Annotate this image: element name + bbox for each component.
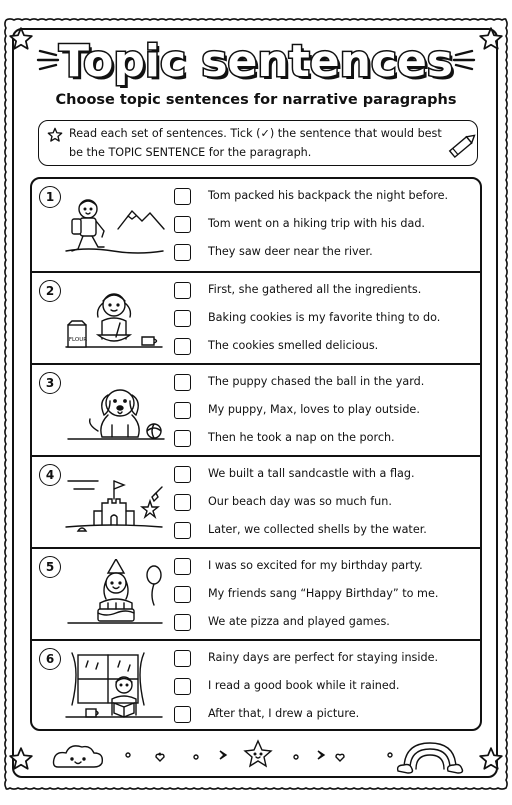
option-3[interactable] [174,613,474,635]
option-3[interactable] [174,429,474,451]
heart-icon [336,754,344,761]
item-number: 1 [39,186,61,208]
pencil-icon [446,128,480,162]
option-text: The puppy chased the ball in the yard. [208,375,425,388]
option-2[interactable] [174,493,474,515]
bottom-decorations [0,735,512,775]
instructions-line-2: be the TOPIC SENTENCE for the paragraph. [69,146,312,159]
sentence-set-1 [32,179,480,271]
option-text: They saw deer near the river. [208,245,373,258]
cloud-icon [54,746,103,767]
girl-baking-icon [58,283,168,357]
rainbow-icon [398,743,463,773]
tick-checkbox[interactable] [174,310,191,327]
puppy-ball-icon [58,375,168,449]
birthday-girl-icon [58,559,168,633]
sparkle-icon [220,751,226,759]
option-1[interactable] [174,187,474,209]
tick-checkbox[interactable] [174,338,191,355]
option-text: I was so excited for my birthday party. [208,559,423,572]
option-2[interactable] [174,677,474,699]
option-text: Baking cookies is my favorite thing to do. [208,311,441,324]
option-1[interactable] [174,557,474,579]
tick-checkbox[interactable] [174,614,191,631]
sentence-set-3 [32,363,480,455]
sentence-sets-list [30,177,482,731]
option-3[interactable] [174,337,474,359]
option-text: After that, I drew a picture. [208,707,360,720]
item-number: 5 [39,556,61,578]
option-text: Then he took a nap on the porch. [208,431,395,444]
tick-checkbox[interactable] [174,430,191,447]
item-number: 4 [39,464,61,486]
option-text: I read a good book while it rained. [208,679,400,692]
boy-hiking-icon [58,189,168,263]
option-3[interactable] [174,521,474,543]
item-number: 6 [39,648,61,670]
option-text: We ate pizza and played games. [208,615,390,628]
option-3[interactable] [174,243,474,265]
option-1[interactable] [174,465,474,487]
tick-checkbox[interactable] [174,282,191,299]
page-title: Topic sentences [58,36,454,87]
option-text: My puppy, Max, loves to play outside. [208,403,420,416]
tick-checkbox[interactable] [174,466,191,483]
sentence-set-4 [32,455,480,547]
option-text: My friends sang “Happy Birthday” to me. [208,587,439,600]
tick-checkbox[interactable] [174,522,191,539]
option-text: Our beach day was so much fun. [208,495,392,508]
sandcastle-icon [58,467,168,541]
instructions-line-1: Read each set of sentences. Tick (✓) the sentence that would best [69,127,442,140]
option-text: We built a tall sandcastle with a flag. [208,467,415,480]
tick-checkbox[interactable] [174,402,191,419]
option-2[interactable] [174,215,474,237]
option-3[interactable] [174,705,474,727]
sparkle-icon [318,751,324,759]
sentence-set-6 [32,639,480,731]
sentence-set-2 [32,271,480,363]
page-subtitle: Choose topic sentences for narrative paragraphs [55,92,457,108]
option-1[interactable] [174,281,474,303]
option-1[interactable] [174,649,474,671]
tick-checkbox[interactable] [174,650,191,667]
star-icon [245,741,271,766]
heart-icon [156,754,164,761]
option-text: Tom went on a hiking trip with his dad. [208,217,425,230]
option-text: Tom packed his backpack the night before. [208,189,449,202]
sentence-set-5 [32,547,480,639]
sparkle-dashes-icon [450,46,476,74]
item-number: 3 [39,372,61,394]
tick-checkbox[interactable] [174,188,191,205]
flour-bag-label: FLOUR [68,337,88,343]
tick-checkbox[interactable] [174,558,191,575]
item-number: 2 [39,280,61,302]
boy-reading-window-icon [58,651,168,725]
option-2[interactable] [174,585,474,607]
tick-checkbox[interactable] [174,678,191,695]
option-text: Rainy days are perfect for staying inside. [208,651,439,664]
title-banner [0,30,512,94]
option-text: First, she gathered all the ingredients. [208,283,422,296]
option-text: The cookies smelled delicious. [208,339,379,352]
tick-checkbox[interactable] [174,244,191,261]
tick-checkbox[interactable] [174,494,191,511]
tick-checkbox[interactable] [174,706,191,723]
tick-checkbox[interactable] [174,216,191,233]
tick-checkbox[interactable] [174,374,191,391]
option-1[interactable] [174,373,474,395]
star-icon [47,127,63,143]
instructions-box [38,120,478,166]
tick-checkbox[interactable] [174,586,191,603]
option-2[interactable] [174,401,474,423]
option-2[interactable] [174,309,474,331]
option-text: Later, we collected shells by the water. [208,523,427,536]
